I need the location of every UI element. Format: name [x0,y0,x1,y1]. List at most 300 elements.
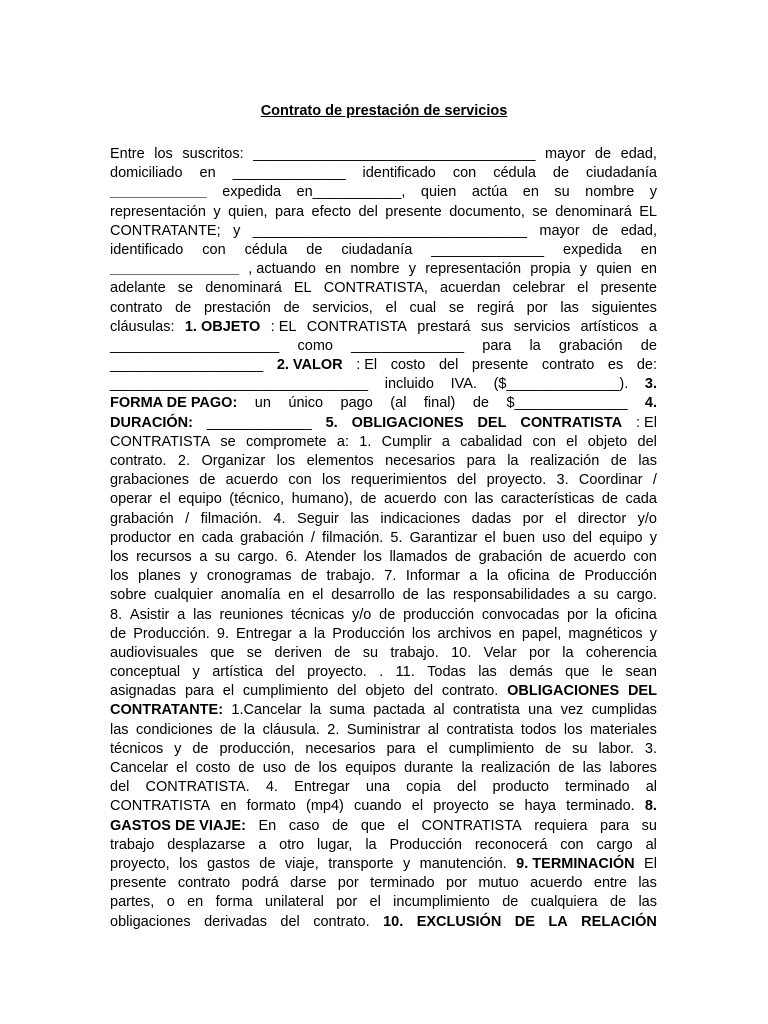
text-segment: de [175,299,192,316]
bold-text-segment: 8. [644,798,657,815]
text-segment: gastos [207,855,250,872]
text-segment: director [577,510,627,527]
text-segment: pactada [373,702,425,719]
text-segment: expedida [563,241,622,258]
text-segment: cargo [596,836,633,853]
text-segment: el [397,817,409,834]
text-segment: darse [290,875,327,892]
text-segment: y [649,184,657,201]
text-line [110,548,657,567]
text-segment: lugar, [316,836,353,853]
text-segment: , actuando [248,261,316,278]
text-segment: buen [502,529,536,546]
text-line [110,913,657,932]
text-segment: partes, [110,894,155,911]
text-segment: viaje, [284,855,319,872]
text-segment: la [507,453,519,469]
text-segment: labores [609,760,657,776]
text-segment: audiovisuales [110,644,198,661]
text-segment: y [213,203,221,220]
text-segment: presente [385,203,442,220]
text-segment: final) [423,395,456,412]
text-segment: requiera [534,817,588,834]
text-segment: las [193,606,212,623]
text-segment: demás [509,664,553,681]
text-segment: acuerdo [383,491,437,508]
text-segment: técnicos [110,740,164,757]
text-segment: de [199,472,216,489]
text-line [110,375,657,394]
text-segment: cédula [493,165,536,182]
text-segment: domiciliado [110,165,183,182]
text-segment: los [276,453,296,469]
text-segment: acuerdan [440,280,501,297]
text-segment: 5. [390,529,403,546]
text-segment: a [199,548,208,565]
text-segment: servicios [513,318,571,335]
text-segment: en [522,184,539,201]
text-segment: de [110,625,127,642]
text-line [110,836,657,855]
text-segment: edad, [620,146,657,162]
text-line [110,490,657,509]
text-segment: de [558,760,575,776]
text-segment: características [500,491,595,508]
text-segment: grabación [110,510,174,527]
text-segment: de [306,241,323,258]
text-segment: Entre [110,146,145,162]
bold-text-segment: ________________ [110,261,240,278]
text-segment: Todas [427,664,466,681]
text-segment: cualquier [154,587,213,604]
text-segment: / [310,529,315,546]
text-segment: CONTRATISTA [306,318,407,335]
text-segment: Producción [332,625,405,642]
text-segment: _____________ [206,414,312,431]
bold-text-segment: DE [514,913,535,930]
text-segment: técnicas [290,606,345,623]
text-segment: Informar [405,568,460,585]
text-segment: el [426,740,438,757]
text-segment: 1. [359,433,372,450]
text-segment: humano), [291,491,353,508]
text-segment: cumplidas [591,702,657,719]
text-segment: unilateral [265,894,324,911]
text-line [110,433,657,452]
text-segment: reconocerá [474,836,548,853]
text-segment: pago [340,395,373,412]
bold-text-segment: GASTOS DE VIAJE: [110,817,246,834]
text-segment: CONTRATISTA [421,817,522,834]
text-segment: por [446,875,467,892]
text-segment: condiciones [136,721,213,738]
text-segment: Producción [584,568,657,585]
text-segment: se [246,644,263,661]
text-line [110,644,657,663]
text-segment: Velar [483,644,517,661]
text-segment: anomalía [220,587,281,604]
text-segment: para [466,453,496,469]
text-segment: oficina [614,606,657,623]
text-segment: ___________________ [110,357,264,374]
text-segment: 7. [384,568,397,585]
text-segment: Cancelar [110,760,169,776]
text-segment: acuerdo [530,875,583,892]
text-segment: la [595,606,608,623]
text-segment: las [560,299,579,316]
bold-text-segment: 10. [383,913,404,930]
text-segment: entre [593,875,627,892]
text-segment: terminado [370,875,435,892]
text-segment: ___________________________________ [253,146,536,162]
text-segment: cual [409,299,437,316]
text-segment: con [443,491,468,508]
text-segment: que [565,664,590,681]
text-segment: planes [137,568,181,585]
text-segment: Cumplir [381,433,432,450]
bold-text-segment: CONTRATISTA [520,414,623,431]
bold-text-segment: ____________ [110,184,207,201]
text-segment: a [298,625,307,642]
text-segment: actúa [471,184,508,201]
text-segment: las [110,721,129,738]
bold-text-segment: FORMA DE PAGO: [110,395,238,412]
text-segment: cada [625,491,657,508]
text-line [110,797,657,816]
text-line [110,241,657,260]
text-segment: de: [636,357,657,374]
text-segment: del [456,779,477,796]
text-segment: de [294,760,311,776]
text-segment: CONTRATISTA. [145,779,250,796]
text-segment: que [210,644,235,661]
text-segment: con [633,548,657,565]
text-segment: del [337,683,357,700]
bold-text-segment: 9. TERMINACIÓN [516,855,635,872]
text-segment: de [594,146,612,162]
text-segment: contrato [110,299,163,316]
text-segment: filmación. [322,529,384,546]
text-segment: requerimientos [350,472,447,489]
text-segment: del [275,664,295,681]
text-segment: Producción. [133,625,210,642]
text-segment: para [386,740,416,757]
text-segment: CONTRATANTE; [110,222,221,239]
text-segment: en [199,165,216,182]
text-segment: expedida [222,184,282,201]
text-segment: (al [390,395,407,412]
text-segment: el [222,683,235,700]
text-segment: el [159,491,171,508]
bold-text-segment: DURACIÓN: [110,414,193,431]
text-segment: de [283,299,300,316]
text-segment: a [177,606,186,623]
text-segment: copia [406,779,441,796]
text-segment: el [566,433,578,450]
text-segment: vez [560,702,584,719]
text-segment: grabación [558,337,623,354]
text-segment: con [532,433,556,450]
text-segment: labor. [598,740,634,757]
text-segment: forma [215,894,253,911]
text-line [110,356,657,375]
text-segment: de [472,395,489,412]
text-segment: incluido [384,376,434,393]
text-segment: El [644,855,657,872]
text-segment: todos [520,721,557,738]
text-segment: de [238,760,255,776]
text-segment: magnéticos [568,625,643,642]
text-segment: y/o [351,606,372,623]
text-segment: en [178,529,195,546]
text-segment: las [350,510,369,527]
text-segment: trabajo. [390,644,439,661]
text-segment: IVA. [450,376,477,393]
text-segment: papel, [521,625,562,642]
text-segment: documento, [449,203,525,220]
text-line [110,855,657,874]
text-segment: las [474,491,494,508]
text-segment: en [640,261,657,278]
text-segment: CONTRATISTA, [323,280,428,297]
text-segment: que [360,817,386,834]
text-segment: derivadas [204,913,267,930]
text-segment: suscritos: [182,146,244,162]
bold-text-segment: EXCLUSIÓN [416,913,502,930]
text-segment: cargo. [616,587,657,604]
text-segment: desplazarse [167,836,246,853]
text-line [110,203,657,222]
text-segment: manutención. [419,855,507,872]
text-segment: la [461,760,473,776]
text-segment: responsabilidades [452,587,570,604]
text-segment: propia [530,261,571,278]
text-segment: a [469,568,478,585]
text-segment: Organizar [201,453,266,469]
text-line [110,299,657,318]
text-segment: mayor [545,146,586,162]
text-segment: adelante [110,280,166,297]
text-segment: Coordinar [578,472,643,489]
text-segment: de [592,222,609,239]
text-segment: materiales [589,721,657,738]
text-segment: 2. [327,721,340,738]
text-segment: costo [390,357,426,374]
text-segment: como [297,337,333,354]
text-segment: cada [201,529,234,546]
text-segment: llamados [389,548,448,565]
text-segment: presente [471,357,529,374]
text-segment: los [318,760,338,776]
text-segment: ______________ [232,165,346,182]
text-segment: las [638,875,657,892]
text-segment: . [379,664,384,681]
text-segment: su [554,184,570,201]
text-segment: necesarios [305,740,376,757]
text-segment: Asistir [129,606,170,623]
text-segment: objeto [365,683,405,700]
text-segment: los [110,548,129,565]
text-segment: único [288,395,324,412]
text-segment: de [192,740,209,757]
text-segment: las [638,453,657,469]
text-segment: prestará [417,318,471,335]
bold-text-segment: 2. VALOR [276,357,343,374]
text-segment: quien, [228,203,268,220]
text-segment: contrato. [313,913,370,930]
text-line [110,778,657,797]
text-segment: al [433,702,445,719]
text-segment: se [448,299,465,316]
text-segment: otro [279,836,305,853]
text-segment: los [563,721,583,738]
text-segment: uso [542,529,566,546]
text-segment: para [184,683,214,700]
text-segment: cumplimiento [448,740,535,757]
text-segment: dadas [471,510,512,527]
text-segment: En [258,817,277,834]
text-segment: en [640,241,657,258]
text-line [110,164,657,183]
text-segment: de [259,855,276,872]
text-segment: : El [636,414,657,431]
text-segment: convocadas [481,606,560,623]
text-segment: realización [480,760,551,776]
text-segment: los [154,146,173,162]
bold-text-segment: LA [548,913,568,930]
bold-text-segment: OBLIGACIONES [507,683,620,700]
text-segment: del [637,433,657,450]
text-segment: y [192,664,200,681]
text-segment: / [652,472,657,489]
text-segment: de [558,568,576,585]
text-segment: cláusula. [262,721,320,738]
text-segment: trabajo. [326,568,375,585]
text-segment: ciudadanía [341,241,413,258]
text-segment: por [526,299,548,316]
text-segment: de [379,606,396,623]
text-segment: celebrar [512,280,565,297]
text-segment: del [358,203,378,220]
text-segment: al [645,779,657,796]
text-segment: a [577,587,586,604]
text-segment: por [529,644,550,661]
text-segment: asignadas [110,683,177,700]
text-segment: su [593,587,609,604]
text-segment: los [179,855,198,872]
text-segment: 3. [556,472,569,489]
text-segment: ($______________). [493,376,629,393]
text-segment: siguientes [591,299,657,316]
text-segment: 9. [216,625,229,642]
text-segment: las [638,894,657,911]
text-segment: ______________ [351,337,465,354]
bold-text-segment: DEL [627,683,657,700]
text-segment: de [609,894,627,911]
text-line [110,279,657,298]
text-segment: servicios, [312,299,373,316]
text-segment: denominará [555,203,632,220]
text-segment: le [601,664,614,681]
text-segment: la [529,337,541,354]
text-segment: las [582,760,602,776]
text-segment: prestación [203,299,271,316]
text-line [110,471,657,490]
text-segment: ciudadanía [586,165,657,182]
text-segment: identificado [110,241,184,258]
text-segment: 10. [451,644,472,661]
text-segment: Suministrar [346,721,421,738]
text-segment: durante [404,760,454,776]
text-segment: proyecto [433,798,489,815]
text-line [110,893,657,912]
text-segment: : El [356,357,378,374]
text-segment: grabación [478,548,543,565]
text-segment: edad, [620,222,657,239]
text-segment: con [560,836,584,853]
text-segment: EL [639,203,657,220]
text-segment: transporte [328,855,394,872]
text-segment: coherencia [585,644,657,661]
text-segment: producción, [219,740,295,757]
text-segment: operar [110,491,152,508]
text-segment: de [502,894,519,911]
text-segment: archivos [437,625,492,642]
text-segment: suma [329,702,365,719]
text-segment: su [641,817,657,834]
text-segment: la [562,644,574,661]
text-line [110,759,657,778]
text-segment: los [363,548,382,565]
text-segment: los [322,472,341,489]
text-segment: por [522,510,544,527]
text-segment: proyecto, [110,855,170,872]
text-segment: filmación. [200,510,262,527]
text-segment: en [187,894,204,911]
text-segment: (mp4) [305,798,344,815]
text-segment: su [362,644,379,661]
text-segment: un [254,395,271,412]
text-line [110,414,657,433]
text-segment: contrato. [441,683,499,700]
text-segment: las [426,587,446,604]
text-segment: regirá [476,299,514,316]
text-segment: el [176,760,188,776]
text-segment: caso [288,817,320,834]
text-segment: cláusulas: [110,318,175,335]
text-segment: desarrollo [331,587,395,604]
text-segment: del [572,529,592,546]
bold-text-segment: RELACIÓN [581,913,657,930]
text-segment: el [484,529,496,546]
text-segment: con [202,241,226,258]
text-segment: : EL [270,318,297,335]
document-title: Contrato de prestación de servicios [260,103,508,119]
text-segment: en [498,625,515,642]
text-segment: Entregar [236,625,292,642]
text-segment: y [402,855,411,872]
bold-text-segment: 1. OBJETO [184,318,261,335]
text-segment: nombre [585,184,635,201]
text-segment: una [365,779,391,796]
text-segment: reuniones [219,606,284,623]
bold-text-segment: CONTRATANTE: [110,702,224,719]
text-segment: del [438,357,459,374]
text-segment: identificado [362,165,436,182]
text-segment: los [411,625,431,642]
text-segment: equipo [599,529,643,546]
text-segment: la [486,568,499,585]
